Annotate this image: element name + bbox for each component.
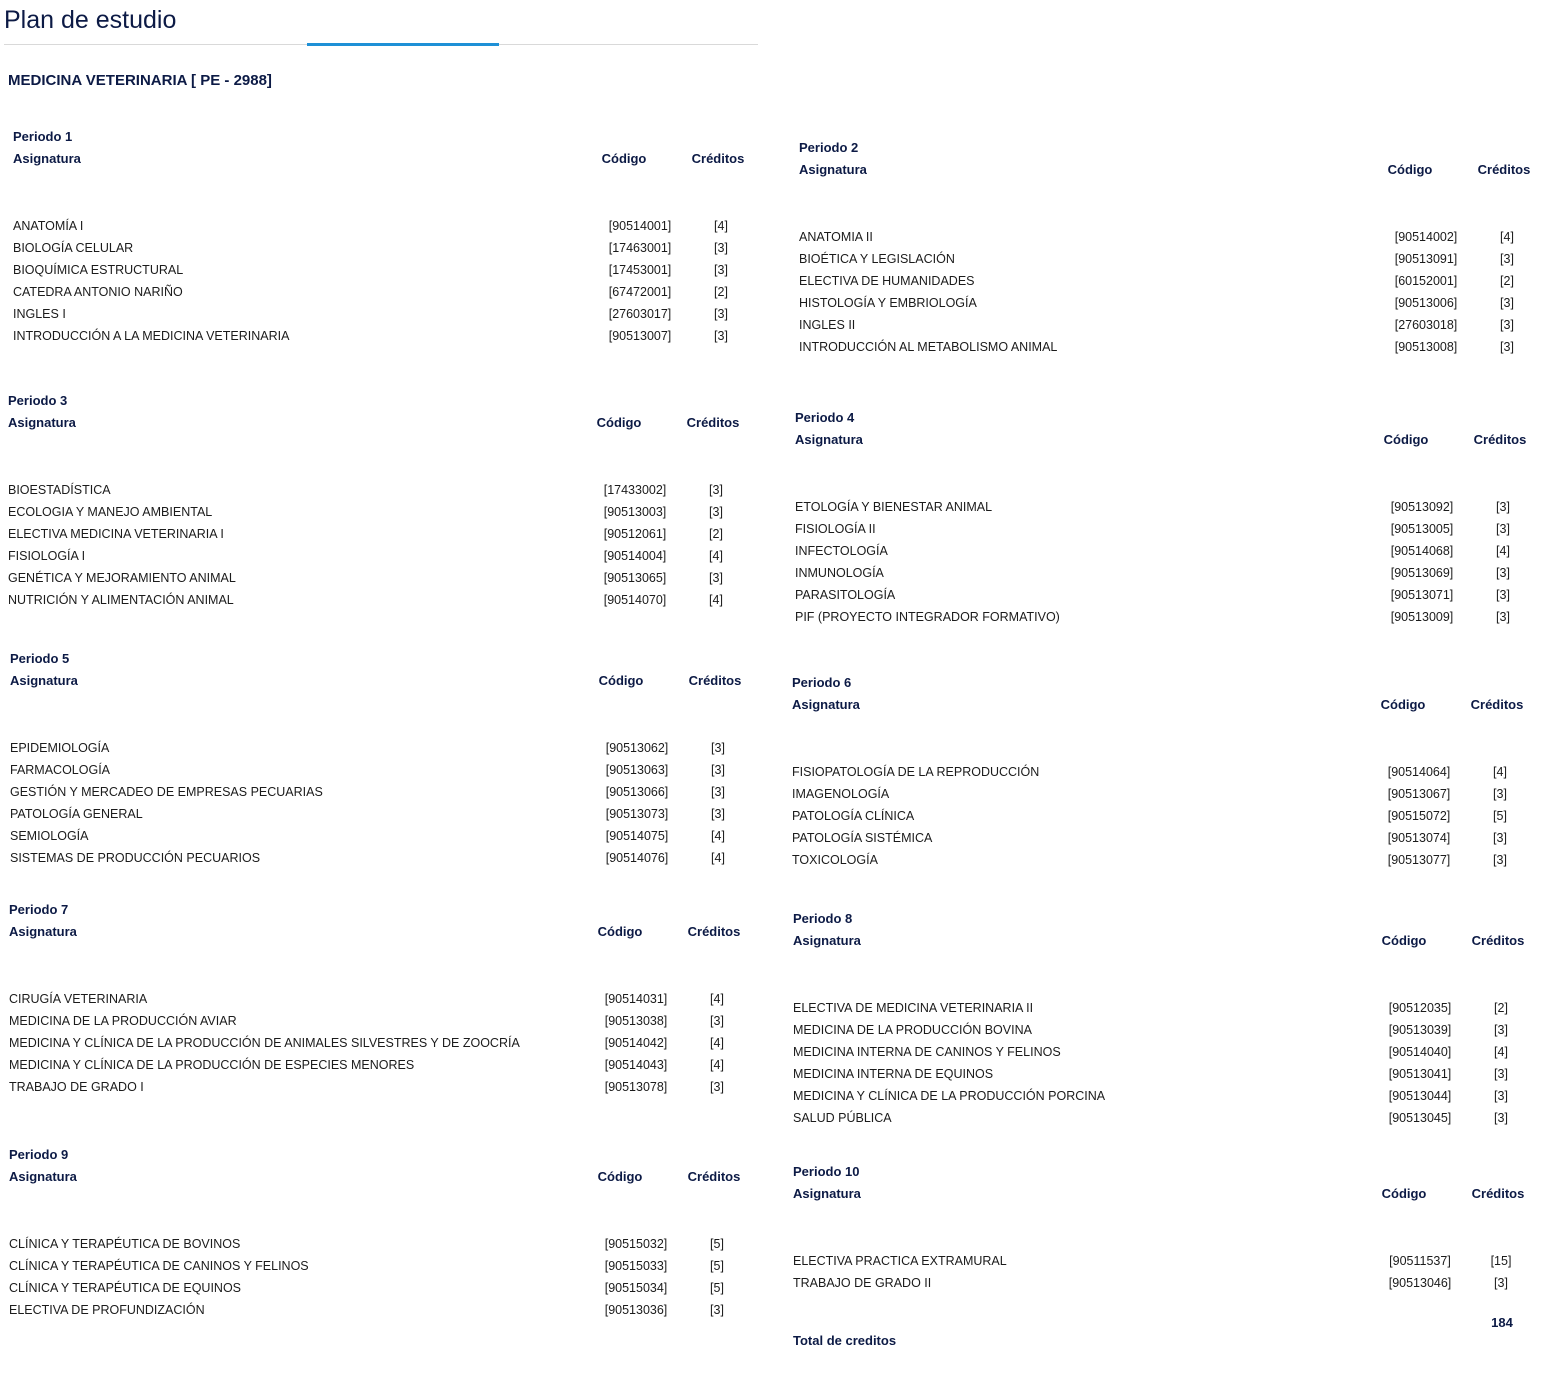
table-row (799, 336, 1539, 358)
table-row (793, 997, 1533, 1019)
subject-code: [90514076] (605, 851, 669, 865)
subject-code: [17433002] (603, 483, 667, 497)
subject-name: BIOÉTICA Y LEGISLACIÓN (799, 252, 955, 266)
subject-name: TRABAJO DE GRADO I (9, 1080, 144, 1094)
subject-code: [90514042] (604, 1036, 668, 1050)
subject-name: SISTEMAS DE PRODUCCIÓN PECUARIOS (10, 851, 261, 865)
subject-credits: [4] (710, 1058, 724, 1072)
subject-name: IMAGENOLOGÍA (792, 787, 890, 801)
subject-list (795, 496, 1535, 628)
subject-credits: [3] (1496, 588, 1510, 602)
header-subject: Asignatura (9, 924, 77, 939)
table-row (10, 803, 750, 825)
subject-code: [17453001] (608, 263, 672, 277)
header-code: Código (1381, 933, 1427, 948)
subject-code: [90513008] (1394, 340, 1458, 354)
subject-credits: [4] (714, 219, 728, 233)
subject-code: [90513092] (1390, 500, 1454, 514)
subject-name: BIOLOGÍA CELULAR (13, 241, 134, 255)
subject-name: ANATOMÍA I (13, 219, 84, 233)
table-row (9, 1277, 749, 1299)
header-subject: Asignatura (793, 1186, 861, 1201)
subject-credits: [3] (709, 483, 723, 497)
subject-code: [60152001] (1394, 274, 1458, 288)
table-row (9, 1255, 749, 1277)
table-row (10, 847, 750, 869)
table-row (795, 518, 1535, 540)
subject-list (9, 1233, 749, 1321)
subject-name: FISIOLOGÍA I (8, 549, 86, 563)
subject-credits: [4] (1494, 1045, 1508, 1059)
subject-code: [90513074] (1387, 831, 1451, 845)
subject-name: MEDICINA DE LA PRODUCCIÓN BOVINA (793, 1023, 1032, 1037)
subject-code: [90514040] (1388, 1045, 1452, 1059)
subject-code: [90514068] (1390, 544, 1454, 558)
subject-credits: [4] (711, 829, 725, 843)
table-row (792, 849, 1532, 871)
subject-code: [90513067] (1387, 787, 1451, 801)
table-row (799, 226, 1539, 248)
subject-credits: [3] (1493, 853, 1507, 867)
period-title: Periodo 2 (799, 140, 859, 155)
subject-credits: [3] (1494, 1067, 1508, 1081)
subject-credits: [3] (711, 785, 725, 799)
subject-credits: [3] (1494, 1276, 1508, 1290)
table-row (793, 1041, 1533, 1063)
subject-code: [90513038] (604, 1014, 668, 1028)
header-subject: Asignatura (8, 415, 76, 430)
subject-code: [90511537] (1389, 1254, 1451, 1268)
subject-code: [90513006] (1394, 296, 1458, 310)
table-row (799, 248, 1539, 270)
subject-name: PIF (PROYECTO INTEGRADOR FORMATIVO) (795, 610, 1060, 624)
table-row (9, 988, 749, 1010)
period-block (13, 126, 753, 347)
subject-credits: [3] (1494, 1111, 1508, 1125)
table-row (9, 1299, 749, 1321)
subject-name: PARASITOLOGÍA (795, 588, 896, 602)
period-block (8, 390, 748, 611)
subject-code: [90513039] (1388, 1023, 1452, 1037)
subject-name: FARMACOLOGÍA (10, 763, 111, 777)
subject-code: [90513091] (1394, 252, 1458, 266)
subject-name: NUTRICIÓN Y ALIMENTACIÓN ANIMAL (8, 593, 234, 607)
header-code: Código (596, 415, 642, 430)
header-credits: Créditos (687, 924, 741, 939)
subject-credits: [3] (714, 241, 728, 255)
subject-credits: [3] (711, 741, 725, 755)
table-header (10, 670, 750, 692)
subject-name: INGLES II (799, 318, 856, 332)
header-subject: Asignatura (10, 673, 78, 688)
subject-code: [90513071] (1390, 588, 1454, 602)
header-code: Código (598, 673, 644, 688)
subject-name: EPIDEMIOLOGÍA (10, 741, 110, 755)
subject-name: CLÍNICA Y TERAPÉUTICA DE EQUINOS (9, 1281, 242, 1295)
subject-code: [90513066] (605, 785, 669, 799)
subject-code: [90513069] (1390, 566, 1454, 580)
table-row (10, 759, 750, 781)
subject-name: BIOESTADÍSTICA (8, 483, 111, 497)
subject-code: [90514004] (603, 549, 667, 563)
header-credits: Créditos (686, 415, 740, 430)
subject-code: [90513078] (604, 1080, 668, 1094)
subject-credits: [4] (709, 549, 723, 563)
table-row (13, 237, 753, 259)
table-row (10, 737, 750, 759)
subject-name: CLÍNICA Y TERAPÉUTICA DE BOVINOS (9, 1237, 241, 1251)
subject-credits: [3] (1500, 318, 1514, 332)
period-title: Periodo 5 (10, 651, 70, 666)
subject-name: CIRUGÍA VETERINARIA (9, 992, 148, 1006)
header-code: Código (1380, 697, 1426, 712)
subject-name: FISIOPATOLOGÍA DE LA REPRODUCCIÓN (792, 765, 1040, 779)
subject-credits: [3] (709, 571, 723, 585)
header-subject: Asignatura (9, 1169, 77, 1184)
subject-list (793, 997, 1533, 1129)
header-code: Código (1387, 162, 1433, 177)
header-subject: Asignatura (792, 697, 860, 712)
subject-list (792, 761, 1532, 871)
table-row (795, 606, 1535, 628)
period-title: Periodo 6 (792, 675, 852, 690)
subject-credits: [3] (710, 1080, 724, 1094)
subject-credits: [3] (1500, 340, 1514, 354)
subject-code: [90514031] (604, 992, 668, 1006)
table-header (793, 1183, 1533, 1205)
table-row (9, 1233, 749, 1255)
subject-credits: [3] (710, 1014, 724, 1028)
subject-name: ELECTIVA PRACTICA EXTRAMURAL (793, 1254, 1007, 1268)
subject-code: [17463001] (608, 241, 672, 255)
subject-code: [90513046] (1388, 1276, 1452, 1290)
subject-credits: [3] (714, 329, 728, 343)
table-row (13, 259, 753, 281)
subject-code: [90514043] (604, 1058, 668, 1072)
subject-name: SALUD PÚBLICA (793, 1111, 892, 1125)
subject-code: [90515034] (604, 1281, 668, 1295)
subject-credits: [3] (1494, 1023, 1508, 1037)
subject-code: [90513003] (603, 505, 667, 519)
table-row (793, 1107, 1533, 1129)
subject-code: [90514064] (1387, 765, 1451, 779)
period-title: Periodo 9 (9, 1147, 69, 1162)
subject-credits: [3] (1500, 252, 1514, 266)
subject-name: PATOLOGÍA GENERAL (10, 807, 143, 821)
table-row (795, 496, 1535, 518)
header-credits: Créditos (688, 673, 742, 688)
subject-credits: [5] (1493, 809, 1507, 823)
subject-name: TRABAJO DE GRADO II (793, 1276, 932, 1290)
subject-code: [90513063] (605, 763, 669, 777)
header-credits: Créditos (1473, 432, 1527, 447)
subject-credits: [15] (1490, 1254, 1512, 1268)
subject-credits: [2] (709, 527, 723, 541)
subject-credits: [3] (1496, 566, 1510, 580)
subject-name: MEDICINA Y CLÍNICA DE LA PRODUCCIÓN DE ANIMALES SILVESTRES Y DE ZOOCRÍA (9, 1036, 520, 1050)
subject-code: [90514001] (608, 219, 672, 233)
subject-name: ECOLOGIA Y MANEJO AMBIENTAL (8, 505, 213, 519)
subject-name: MEDICINA Y CLÍNICA DE LA PRODUCCIÓN PORCINA (793, 1089, 1106, 1103)
subject-code: [90513073] (605, 807, 669, 821)
subject-code: [90515033] (604, 1259, 668, 1273)
subject-credits: [3] (711, 807, 725, 821)
subject-list (13, 215, 753, 347)
subject-credits: [3] (1494, 1089, 1508, 1103)
subject-code: [90512061] (603, 527, 667, 541)
period-block (9, 1144, 749, 1321)
subject-name: INGLES I (13, 307, 66, 321)
subject-credits: [4] (1496, 544, 1510, 558)
subject-name: BIOQUÍMICA ESTRUCTURAL (13, 263, 184, 277)
period-block (10, 648, 750, 869)
total-credits-value: 184 (1491, 1315, 1513, 1330)
period-block (799, 137, 1539, 358)
subject-code: [90513077] (1387, 853, 1451, 867)
subject-credits: [4] (1500, 230, 1514, 244)
subject-code: [90513045] (1388, 1111, 1452, 1125)
table-row (13, 303, 753, 325)
table-header (793, 930, 1533, 952)
period-title: Periodo 8 (793, 911, 853, 926)
header-subject: Asignatura (793, 933, 861, 948)
subject-code: [90514070] (603, 593, 667, 607)
period-title: Periodo 7 (9, 902, 69, 917)
subject-code: [90513065] (603, 571, 667, 585)
total-credits-label: Total de creditos (793, 1333, 897, 1348)
table-row (9, 1010, 749, 1032)
subject-code: [90515032] (604, 1237, 668, 1251)
subject-code: [90512035] (1388, 1001, 1452, 1015)
subject-credits: [5] (710, 1237, 724, 1251)
table-row (9, 1032, 749, 1054)
table-row (795, 584, 1535, 606)
period-title: Periodo 10 (793, 1164, 860, 1179)
subject-name: MEDICINA INTERNA DE EQUINOS (793, 1067, 994, 1081)
subject-name: MEDICINA Y CLÍNICA DE LA PRODUCCIÓN DE ESPECIES MENORES (9, 1058, 415, 1072)
subject-code: [67472001] (608, 285, 672, 299)
subject-credits: [3] (1496, 500, 1510, 514)
subject-credits: [2] (1500, 274, 1514, 288)
subject-name: INFECTOLOGÍA (795, 544, 888, 558)
header-subject: Asignatura (13, 151, 81, 166)
table-row (799, 270, 1539, 292)
table-row (793, 1250, 1533, 1272)
subject-code: [90514075] (605, 829, 669, 843)
subject-code: [90513041] (1388, 1067, 1452, 1081)
period-block (793, 908, 1533, 1129)
subject-name: MEDICINA INTERNA DE CANINOS Y FELINOS (793, 1045, 1061, 1059)
table-header (9, 1166, 749, 1188)
subject-name: INTRODUCCIÓN A LA MEDICINA VETERINARIA (13, 329, 290, 343)
subject-credits: [2] (714, 285, 728, 299)
subject-name: CLÍNICA Y TERAPÉUTICA DE CANINOS Y FELINOS (9, 1259, 309, 1273)
header-subject: Asignatura (795, 432, 863, 447)
subject-code: [90514002] (1394, 230, 1458, 244)
subject-list (9, 988, 749, 1098)
subject-name: FISIOLOGÍA II (795, 522, 876, 536)
table-row (792, 761, 1532, 783)
table-row (8, 567, 748, 589)
subject-credits: [4] (710, 992, 724, 1006)
subject-credits: [4] (711, 851, 725, 865)
table-row (8, 479, 748, 501)
subject-name: HISTOLOGÍA Y EMBRIOLOGÍA (799, 296, 977, 310)
subject-code: [27603017] (608, 307, 672, 321)
table-row (799, 292, 1539, 314)
subject-name: MEDICINA DE LA PRODUCCIÓN AVIAR (9, 1014, 237, 1028)
table-row (13, 325, 753, 347)
subject-credits: [3] (709, 505, 723, 519)
program-title: MEDICINA VETERINARIA [ PE - 2988] (8, 72, 272, 89)
header-credits: Créditos (687, 1169, 741, 1184)
subject-code: [90513062] (605, 741, 669, 755)
period-block (795, 407, 1535, 628)
table-row (795, 562, 1535, 584)
period-block (792, 672, 1532, 871)
header-code: Código (1383, 432, 1429, 447)
subject-list (8, 479, 748, 611)
table-header (792, 694, 1532, 716)
subject-credits: [3] (1493, 787, 1507, 801)
period-title: Periodo 4 (795, 410, 855, 425)
subject-name: INTRODUCCIÓN AL METABOLISMO ANIMAL (799, 340, 1058, 354)
period-title: Periodo 3 (8, 393, 68, 408)
subject-name: CATEDRA ANTONIO NARIÑO (13, 285, 183, 299)
subject-code: [27603018] (1394, 318, 1458, 332)
table-row (793, 1063, 1533, 1085)
table-row (792, 827, 1532, 849)
subject-name: SEMIOLOGÍA (10, 829, 89, 843)
header-credits: Créditos (691, 151, 745, 166)
subject-credits: [3] (711, 763, 725, 777)
subject-credits: [4] (709, 593, 723, 607)
subject-credits: [3] (714, 263, 728, 277)
subject-name: ELECTIVA DE MEDICINA VETERINARIA II (793, 1001, 1034, 1015)
subject-name: INMUNOLOGÍA (795, 566, 884, 580)
page-title: Plan de estudio (4, 6, 177, 34)
subject-credits: [5] (710, 1281, 724, 1295)
table-row (8, 501, 748, 523)
subject-name: GENÉTICA Y MEJORAMIENTO ANIMAL (8, 571, 236, 585)
subject-credits: [3] (710, 1303, 724, 1317)
subject-credits: [3] (1493, 831, 1507, 845)
subject-code: [90513036] (604, 1303, 668, 1317)
period-title: Periodo 1 (13, 129, 73, 144)
subject-name: TOXICOLOGÍA (792, 853, 878, 867)
table-header (795, 429, 1535, 451)
subject-credits: [3] (1496, 610, 1510, 624)
subject-credits: [3] (1500, 296, 1514, 310)
subject-credits: [4] (710, 1036, 724, 1050)
table-row (13, 281, 753, 303)
header-credits: Créditos (1471, 1186, 1525, 1201)
subject-code: [90513044] (1388, 1089, 1452, 1103)
header-code: Código (1381, 1186, 1427, 1201)
subject-name: ELECTIVA DE HUMANIDADES (799, 274, 975, 288)
subject-list (10, 737, 750, 869)
subject-code: [90515072] (1387, 809, 1451, 823)
subject-name: GESTIÓN Y MERCADEO DE EMPRESAS PECUARIAS (10, 785, 323, 799)
table-row (793, 1085, 1533, 1107)
table-header (8, 412, 748, 434)
subject-code: [90513009] (1390, 610, 1454, 624)
table-header (13, 148, 753, 170)
table-row (793, 1019, 1533, 1041)
header-credits: Créditos (1470, 697, 1524, 712)
subject-credits: [5] (710, 1259, 724, 1273)
table-header (799, 159, 1539, 181)
subject-name: PATOLOGÍA CLÍNICA (792, 809, 915, 823)
header-code: Código (597, 924, 643, 939)
subject-name: ETOLOGÍA Y BIENESTAR ANIMAL (795, 500, 993, 514)
table-row (9, 1076, 749, 1098)
subject-name: ELECTIVA DE PROFUNDIZACIÓN (9, 1303, 205, 1317)
subject-credits: [4] (1493, 765, 1507, 779)
subject-code: [90513005] (1390, 522, 1454, 536)
table-row (795, 540, 1535, 562)
subject-code: [90513007] (608, 329, 672, 343)
table-row (8, 545, 748, 567)
table-row (792, 805, 1532, 827)
header-code: Código (597, 1169, 643, 1184)
table-header (9, 921, 749, 943)
table-row (9, 1054, 749, 1076)
table-row (793, 1272, 1533, 1294)
header-credits: Créditos (1471, 933, 1525, 948)
table-row (799, 314, 1539, 336)
period-block (9, 899, 749, 1098)
subject-list (799, 226, 1539, 358)
header-credits: Créditos (1477, 162, 1531, 177)
subject-credits: [3] (714, 307, 728, 321)
table-row (10, 825, 750, 847)
subject-credits: [3] (1496, 522, 1510, 536)
active-tab-indicator (307, 43, 499, 46)
table-row (8, 523, 748, 545)
table-row (13, 215, 753, 237)
table-row (8, 589, 748, 611)
subject-name: ANATOMIA II (799, 230, 873, 244)
table-row (792, 783, 1532, 805)
subject-name: ELECTIVA MEDICINA VETERINARIA I (8, 527, 224, 541)
subject-name: PATOLOGÍA SISTÉMICA (792, 831, 933, 845)
subject-credits: [2] (1494, 1001, 1508, 1015)
subject-list (793, 1250, 1533, 1294)
header-code: Código (601, 151, 647, 166)
header-subject: Asignatura (799, 162, 867, 177)
period-block (793, 1161, 1533, 1294)
table-row (10, 781, 750, 803)
